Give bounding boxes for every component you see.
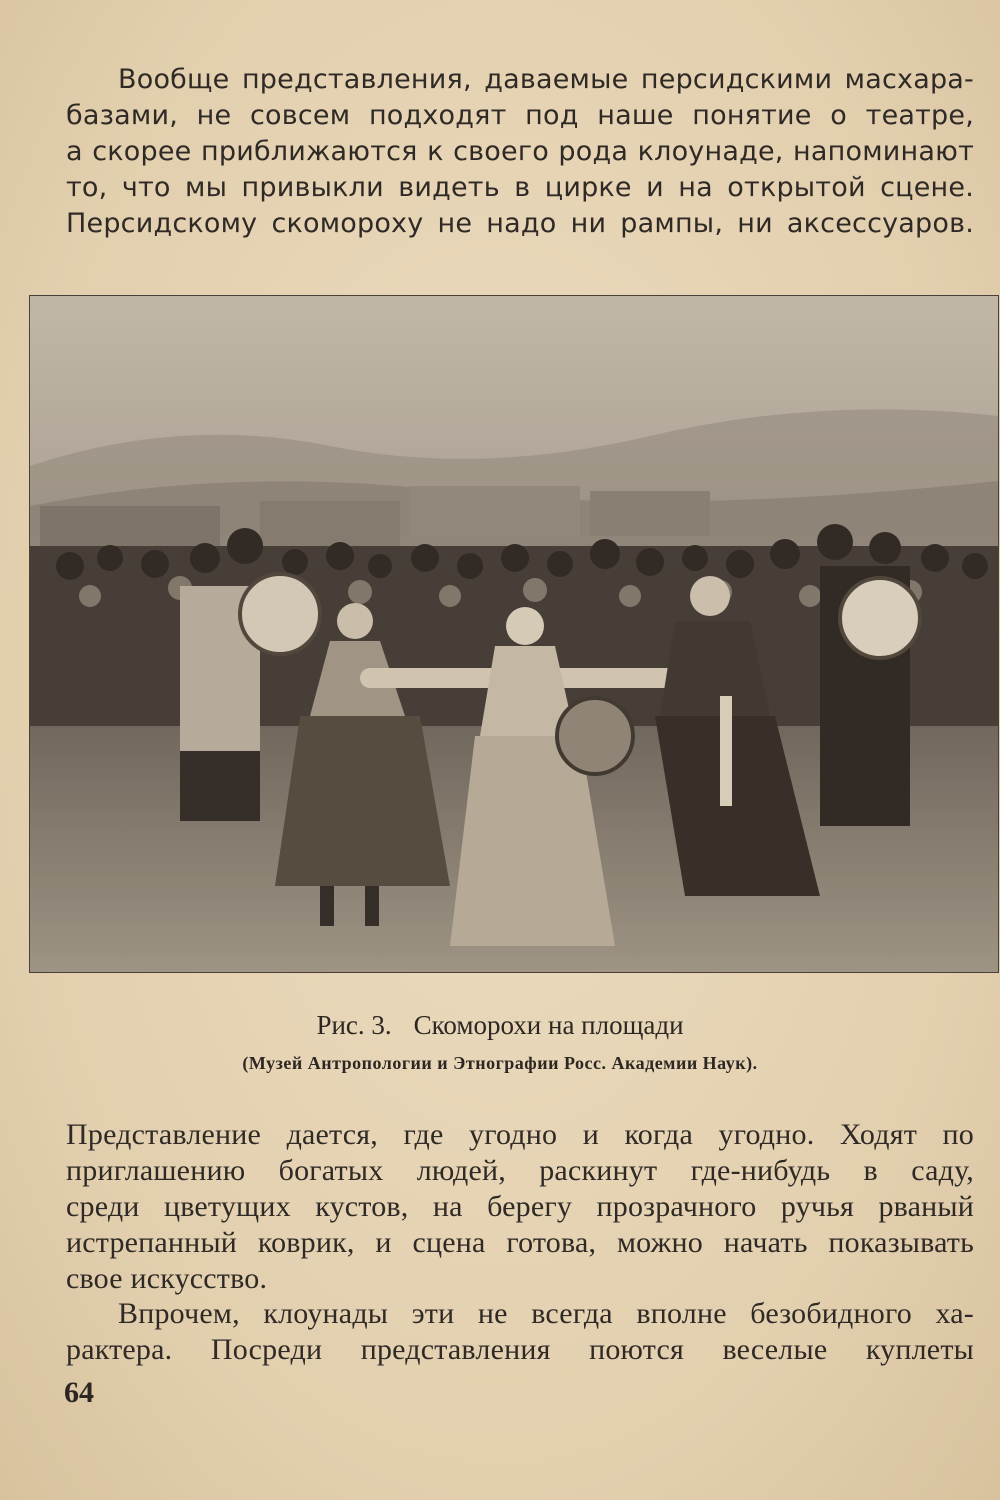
page-number: 64 [64, 1376, 94, 1409]
continuation-paragraph [66, 1296, 974, 1368]
text-line: Впрочем, клоунады эти не всегда вполне безобидного ха- [118, 1297, 974, 1330]
figure-number: Рис. 3. [316, 1010, 392, 1040]
body-paragraph [66, 1117, 974, 1297]
text-line: свое искусство. [66, 1262, 268, 1295]
figure-source: (Музей Антропологии и Этнографии Росс. Академии Наук). [242, 1053, 758, 1073]
text-line: среди цветущих кустов, на берегу прозрачного ручья рваный [66, 1190, 974, 1223]
text-line: истрепанный коврик, и сцена готова, можно начать показывать [66, 1226, 974, 1259]
photograph-street-performers [30, 296, 998, 972]
text-line: приглашению богатых людей, раскинут где-нибудь в саду, [66, 1154, 974, 1187]
figure-title: Скоморохи на площади [413, 1010, 684, 1040]
figure-caption [0, 1010, 1000, 1041]
text-line: а скорее приближаются к своего рода клоунаде, напоминают [66, 136, 974, 167]
text-line: Персидскому скомороху не надо ни рампы, ни аксессуаров. [66, 208, 974, 239]
text-line: базами, не совсем подходят под наше понятие о театре, [66, 100, 974, 131]
text-line: Представление дается, где угодно и когда угодно. Ходят по [66, 1118, 974, 1151]
top-paragraph [66, 62, 974, 242]
text-line: то, что мы привыкли видеть в цирке и на открытой сцене. [66, 172, 974, 203]
text-line: Вообще представления, даваемые персидскими масхара- [118, 64, 974, 95]
text-line: рактера. Посреди представления поются веселые куплеты [66, 1333, 974, 1366]
